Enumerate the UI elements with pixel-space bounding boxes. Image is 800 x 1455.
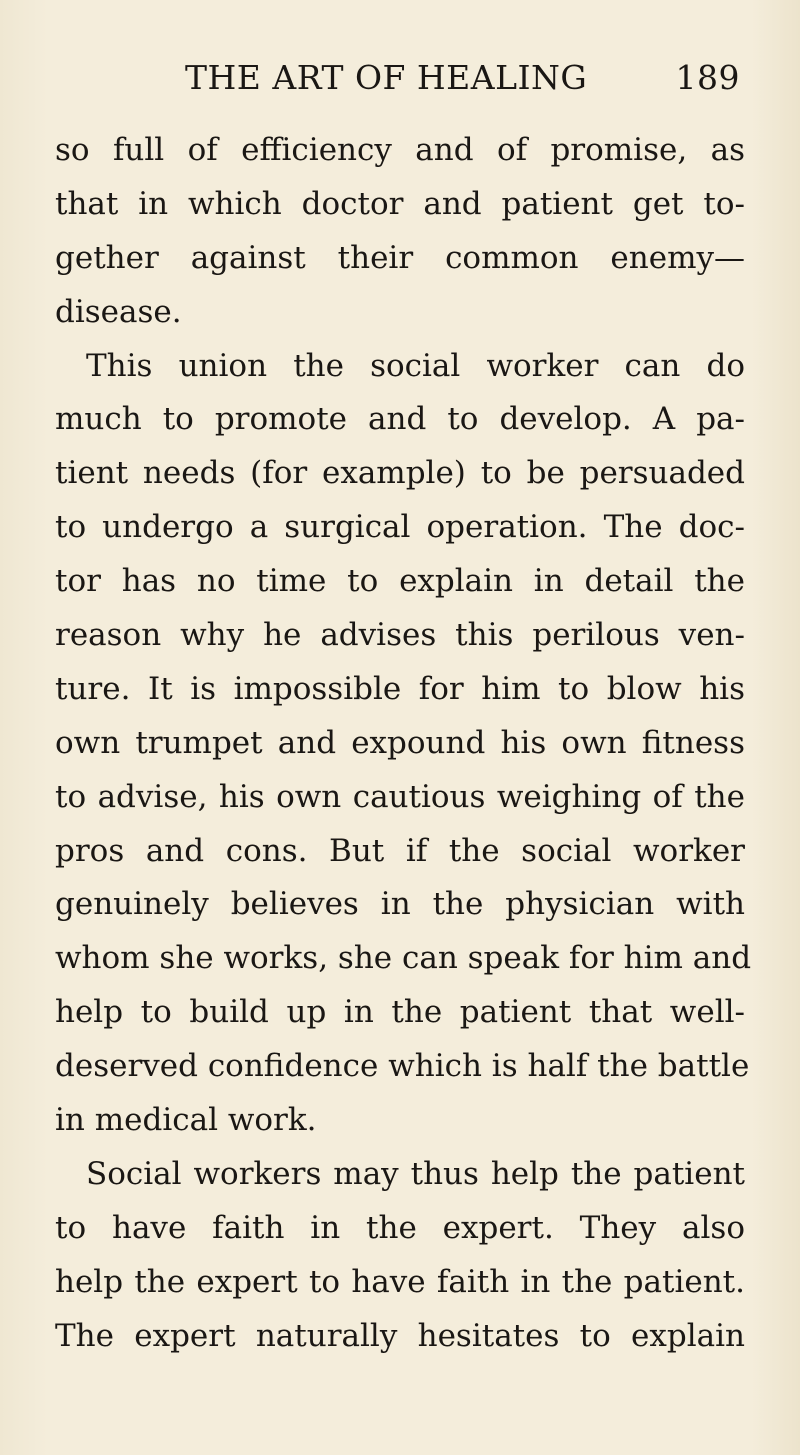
text-line: so full of efficiency and of promise, as [55,132,745,168]
running-title: THE ART OF HEALING [185,58,588,97]
text-line: help the expert to have faith in the patient. [55,1263,745,1300]
text-line: own trumpet and expound his own fitness [55,724,745,761]
text-line: in medical work. [55,1102,317,1139]
page-header [0,58,800,106]
text-line: to undergo a surgical operation. The doc- [55,509,745,546]
text-line: ture. It is impossible for him to blow his [55,670,745,707]
text-line: The expert naturally hesitates to explain [55,1317,745,1354]
text-line: genuinely believes in the physician with [55,886,745,923]
paragraph-first-line: This union the social worker can do [86,347,745,384]
text-line: tor has no time to explain in detail the [55,563,745,600]
text-line: pros and cons. But if the social worker [55,832,745,869]
text-line: to have faith in the expert. They also [55,1209,745,1246]
paragraph-first-line: Social workers may thus help the patient [86,1155,745,1192]
text-line: disease. [55,293,182,330]
text-line: tient needs (for example) to be persuaded [55,455,745,492]
body-text [55,124,752,1363]
text-line: reason why he advises this perilous ven- [55,617,745,654]
page-number: 189 [675,58,740,97]
text-line: deserved confidence which is half the battle [55,1048,750,1085]
text-line: gether against their common enemy— [55,239,745,276]
text-line: help to build up in the patient that well- [55,994,745,1031]
text-line: whom she works, she can speak for him and [55,940,752,977]
text-line: to advise, his own cautious weighing of the [55,778,745,815]
text-line: much to promote and to develop. A pa- [55,401,745,438]
text-line: that in which doctor and patient get to- [55,185,745,222]
